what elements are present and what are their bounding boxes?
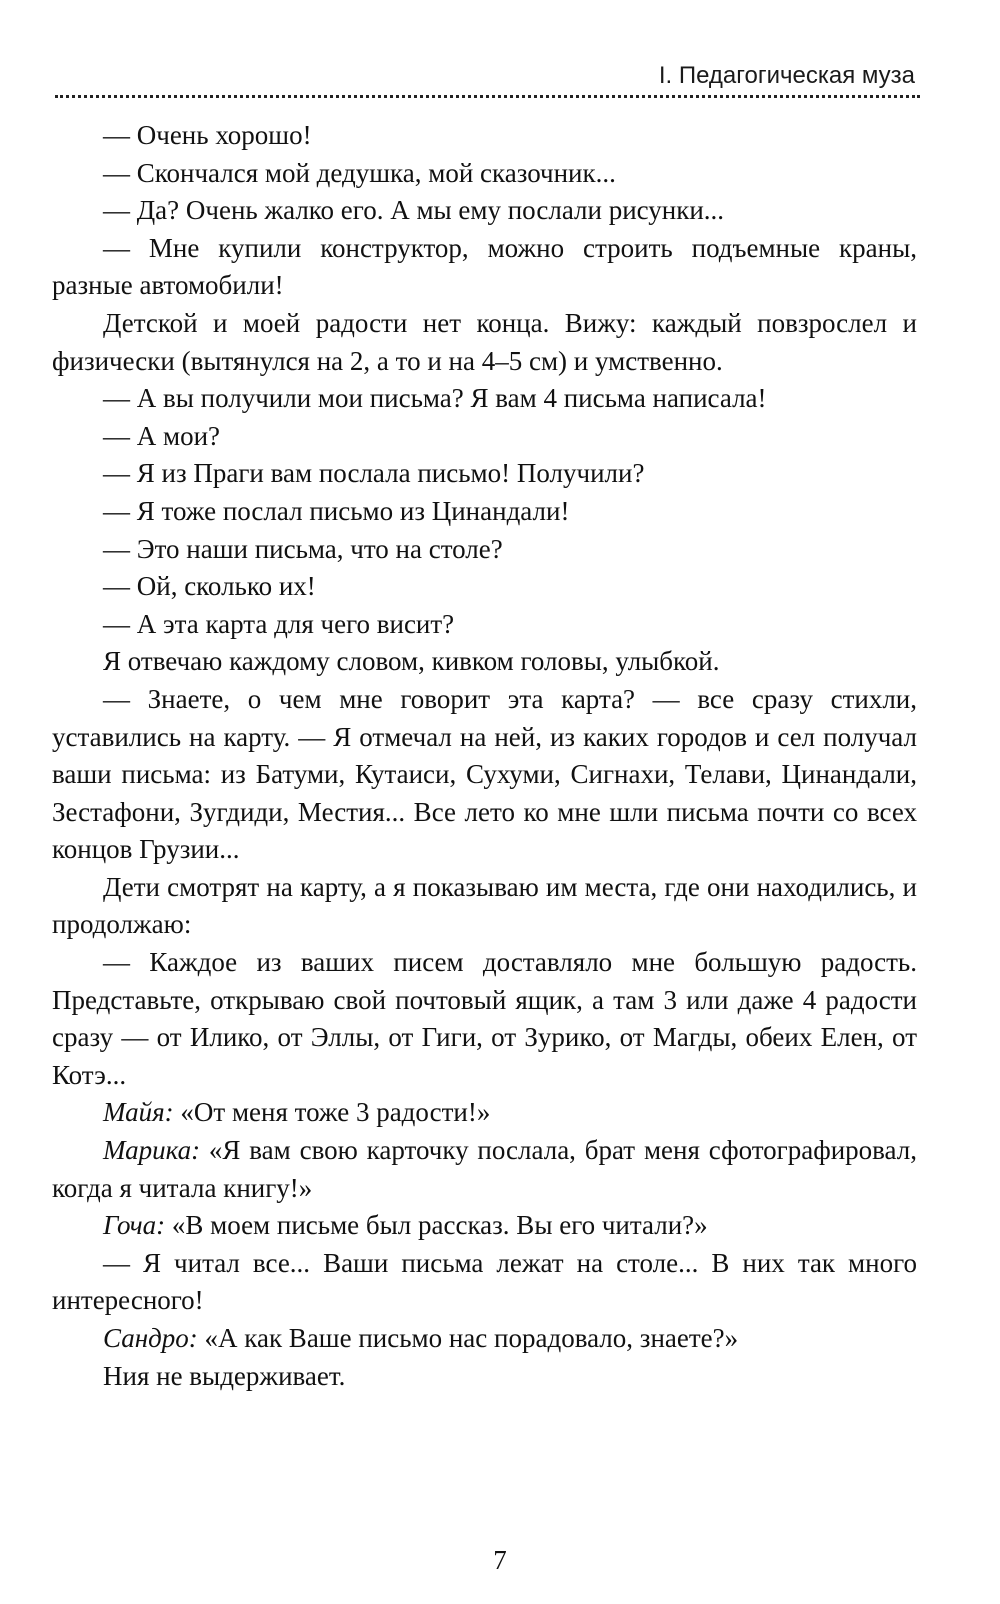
dialogue-line: Сандро: «А как Ваше письмо нас порадовало, знаете?»: [103, 1323, 739, 1353]
header-dotted-rule: [55, 95, 920, 98]
paragraph: — Каждое из ваших писем доставляло мне большую радость. Представьте, открываю свой почтовый ящик, а там 3 или даже 4 радости сразу — от Илико, от Эллы, от Гиги, от Зурико, от Магды, обеих Елен, от Котэ...: [52, 947, 917, 1090]
paragraph: Ния не выдерживает.: [103, 1360, 346, 1391]
paragraph: Детской и моей радости нет конца. Вижу: каждый повзрослел и физически (вытянулся на 2, а то и на 4–5 см) и умственно.: [52, 307, 917, 376]
paragraph: — Я читал все... Ваши письма лежат на столе... В них так много интересного!: [52, 1247, 917, 1316]
paragraph: — Да? Очень жалко его. А мы ему послали рисунки...: [103, 195, 725, 226]
paragraph: — А эта карта для чего висит?: [103, 608, 455, 639]
dialogue-line: Гоча: «В моем письме был рассказ. Вы его читали?»: [103, 1210, 708, 1241]
paragraph: — А мои?: [103, 420, 221, 451]
paragraph: — Мне купили конструктор, можно строить подъемные краны, разные автомобили!: [52, 232, 917, 301]
paragraph: — Это наши письма, что на столе?: [103, 533, 503, 564]
speaker-name: Гоча:: [103, 1210, 166, 1241]
paragraph: — Я из Праги вам послала письмо! Получили?: [103, 458, 645, 489]
speaker-name: Сандро:: [103, 1323, 198, 1353]
dialogue-line: Марика: «Я вам свою карточку послала, брат меня сфотографировал, когда я читала книгу!»: [52, 1135, 917, 1203]
paragraph: Дети смотрят на карту, а я показываю им места, где они находились, и продолжаю:: [52, 871, 917, 940]
page-number: 7: [493, 1545, 507, 1575]
paragraph: — Скончался мой дедушка, мой сказочник...: [103, 157, 616, 188]
paragraph: — Я тоже послал письмо из Цинандали!: [103, 495, 570, 526]
speaker-name: Марика:: [103, 1135, 201, 1166]
running-head: I. Педагогическая муза: [658, 62, 915, 89]
speaker-name: Майя:: [103, 1097, 174, 1128]
paragraph: — Знаете, о чем мне говорит эта карта? — все сразу стихли, уставились на карту. — Я отмечал на ней, из каких городов и сел получал ваши письма: из Батуми, Кутаиси, Сухуми, Сигнахи, Телави, Цинандали, Зестафони, Зугдиди, Местия... Все лето ко мне шли письма почти со всех концов Грузии...: [52, 683, 917, 865]
paragraph: — А вы получили мои письма? Я вам 4 письма написала!: [103, 383, 767, 414]
paragraph: — Очень хорошо!: [103, 120, 312, 150]
paragraph: Я отвечаю каждому словом, кивком головы, улыбкой.: [103, 646, 720, 677]
dialogue-line: Майя: «От меня тоже 3 радости!»: [103, 1097, 491, 1128]
paragraph: — Ой, сколько их!: [103, 571, 316, 602]
body-text: [52, 117, 917, 1395]
